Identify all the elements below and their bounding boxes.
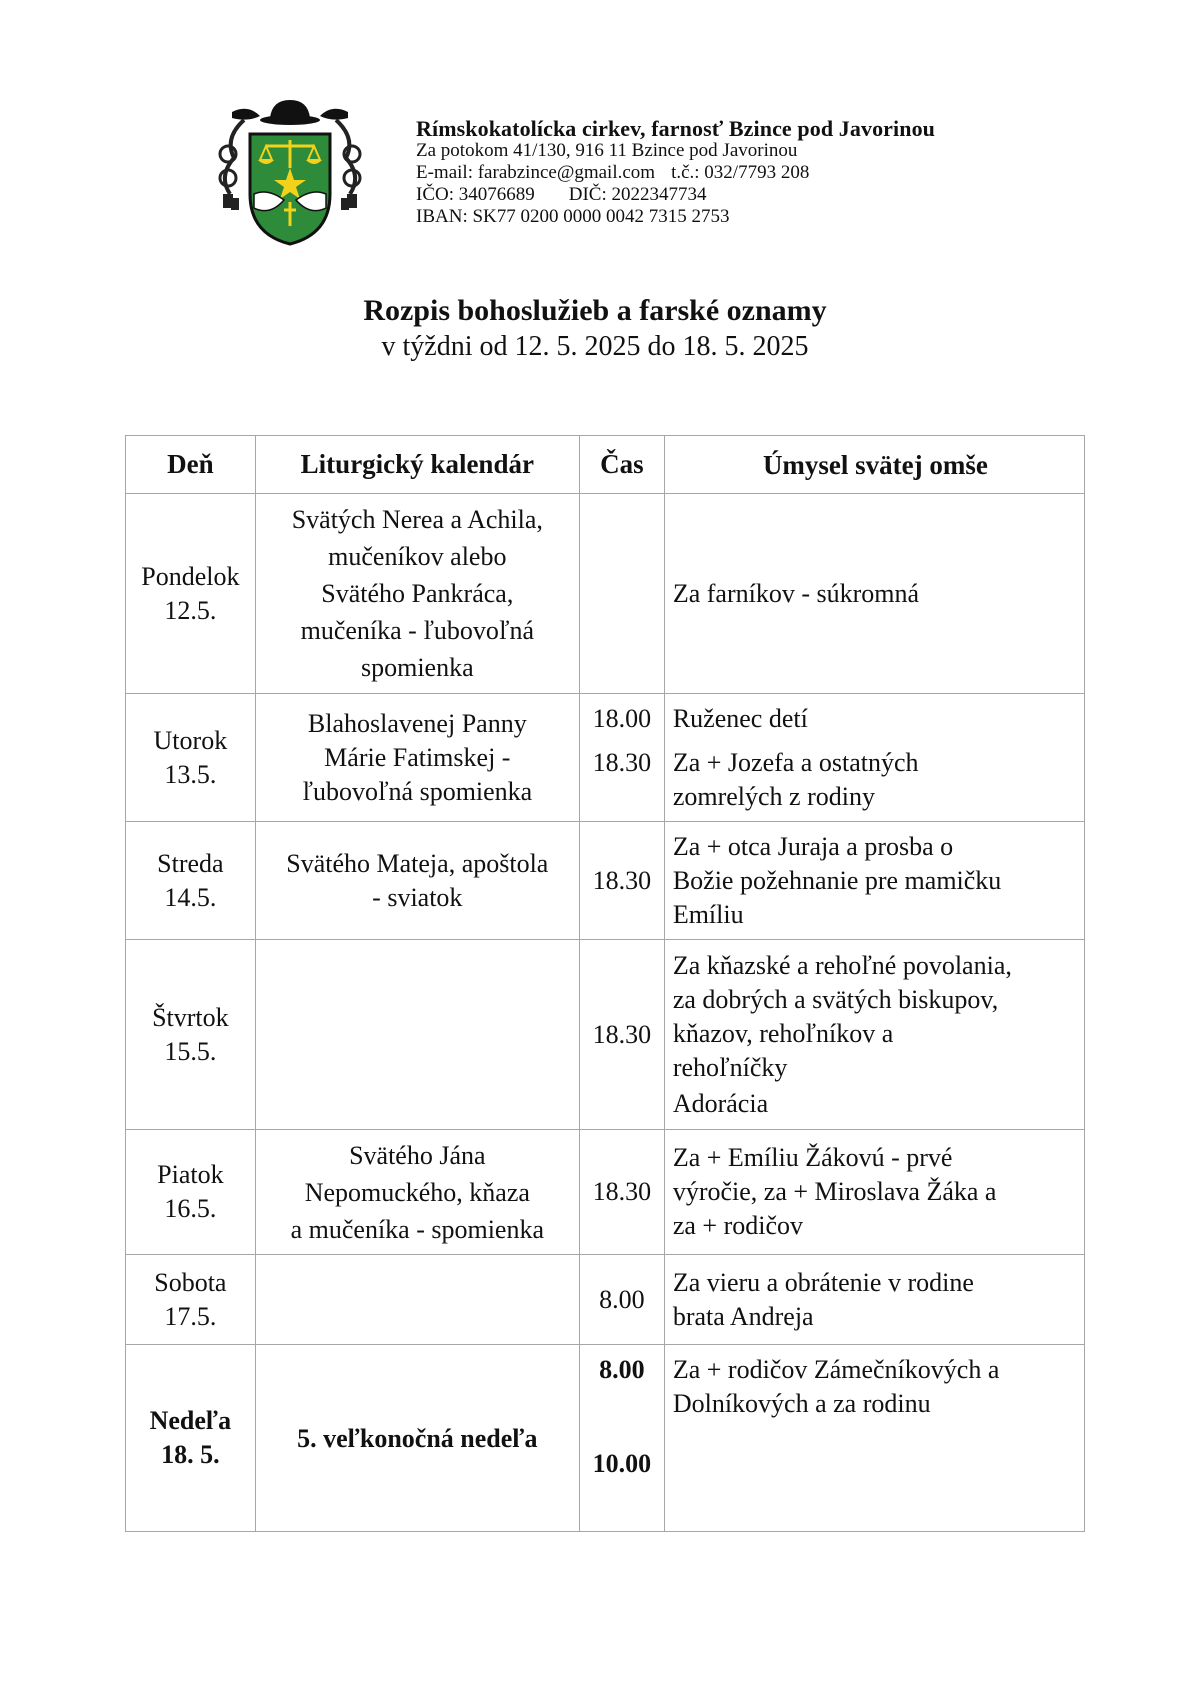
liturgy-cell <box>255 940 579 1130</box>
day-date: 14.5. <box>164 882 217 912</box>
liturgy-line: mučeníka - ľubovoľná <box>300 616 534 645</box>
address-line: Za potokom 41/130, 916 11 Bzince pod Javorinou <box>416 140 798 161</box>
day-cell <box>126 1130 256 1255</box>
main-title: Rozpis bohoslužieb a farské oznamy <box>363 294 827 327</box>
table-row <box>126 822 1085 940</box>
time-cell <box>579 822 664 940</box>
intention-cell <box>664 694 1084 822</box>
day-name: Štvrtok <box>152 1002 229 1032</box>
day-date: 17.5. <box>164 1301 217 1331</box>
mass-time: 18.30 <box>592 865 652 895</box>
day-date: 18. 5. <box>161 1440 220 1469</box>
document-title <box>0 292 1190 364</box>
intention-cell <box>664 1130 1084 1255</box>
mass-time: 18.30 <box>592 1019 652 1049</box>
day-date: 15.5. <box>164 1036 217 1066</box>
liturgy-cell <box>255 1130 579 1255</box>
liturgy-line: - sviatok <box>372 882 463 912</box>
intention-cell <box>664 1255 1084 1345</box>
day-date: 16.5. <box>164 1194 217 1223</box>
time-cell <box>579 1255 664 1345</box>
mass-time: 18.00 <box>592 704 652 733</box>
intention-line: Za vieru a obrátenie v rodine <box>672 1267 974 1297</box>
id-line <box>416 184 935 206</box>
intention-line: Za + otca Juraja a prosba o <box>672 831 954 861</box>
intention-line: Emíliu <box>672 899 744 929</box>
contact-line <box>416 162 935 184</box>
intention-line: Za + Jozefa a ostatných <box>672 748 919 777</box>
mass-time: 8.00 <box>599 1355 645 1384</box>
liturgy-cell <box>255 494 579 694</box>
intention-line: zomrelých z rodiny <box>672 782 875 811</box>
time-cell <box>579 940 664 1130</box>
ico: IČO: 34076689 <box>416 184 535 205</box>
parish-coat-of-arms-icon <box>214 98 366 248</box>
liturgy-line: a mučeníka - spomienka <box>290 1214 545 1244</box>
liturgy-line: ľubovoľná spomienka <box>302 776 533 806</box>
intention-line: Adorácia <box>672 1088 769 1118</box>
liturgy-line: mučeníkov alebo <box>328 542 507 571</box>
liturgy-line: Blahoslavenej Panny <box>307 708 527 738</box>
liturgy-line: Svätého Mateja, apoštola <box>286 848 549 878</box>
intention-line: Za + rodičov Zámečníkových a <box>672 1355 1000 1384</box>
schedule-table <box>125 435 1085 1532</box>
intention-line: Ruženec detí <box>672 704 808 733</box>
liturgy-line: spomienka <box>360 653 474 682</box>
intention-line: za + rodičov <box>672 1211 803 1240</box>
header-time: Čas <box>579 436 664 494</box>
intention-line: výročie, za + Miroslava Žáka a <box>672 1177 997 1206</box>
intention-line: za dobrých a svätých biskupov, <box>672 984 999 1014</box>
day-cell <box>126 1255 256 1345</box>
intention-line: Božie požehnanie pre mamičku <box>672 865 1002 895</box>
day-cell <box>126 494 256 694</box>
time-cell <box>579 1345 664 1532</box>
iban-line: IBAN: SK77 0200 0000 0042 7315 2753 <box>416 206 730 227</box>
day-date: 12.5. <box>164 595 217 625</box>
day-cell <box>126 1345 256 1532</box>
day-cell <box>126 694 256 822</box>
email: E-mail: farabzince@gmail.com <box>416 162 656 183</box>
intention-cell <box>664 822 1084 940</box>
intention-line: Dolníkových a za rodinu <box>672 1389 931 1418</box>
intention-line: Za kňazské a rehoľné povolania, <box>672 950 1012 980</box>
intention-line: kňazov, rehoľníkov a <box>672 1018 894 1048</box>
dic: DIČ: 2022347734 <box>568 184 707 205</box>
table-row <box>126 1345 1085 1532</box>
mass-time: 10.00 <box>592 1449 652 1478</box>
mass-time: 8.00 <box>599 1284 645 1314</box>
day-name: Streda <box>157 848 224 878</box>
day-name: Pondelok <box>141 561 240 591</box>
intention-cell <box>664 494 1084 694</box>
time-cell <box>579 494 664 694</box>
table-row <box>126 1255 1085 1345</box>
time-cell <box>579 694 664 822</box>
table-row <box>126 694 1085 822</box>
liturgy-line: Svätých Nerea a Achila, <box>291 505 543 534</box>
day-date: 13.5. <box>164 759 217 789</box>
liturgy-cell <box>255 822 579 940</box>
intention-line: rehoľníčky <box>672 1052 788 1082</box>
table-row <box>126 494 1085 694</box>
intention-cell <box>664 1345 1084 1532</box>
intention-line: brata Andreja <box>672 1301 814 1331</box>
liturgy-line: Nepomuckého, kňaza <box>304 1177 530 1207</box>
intention-line: Za farníkov - súkromná <box>672 578 920 608</box>
liturgy-line: Márie Fatimskej - <box>324 742 511 772</box>
intention-cell <box>664 940 1084 1130</box>
liturgy-line: Svätého Pankráca, <box>321 579 514 608</box>
table-header-row <box>126 436 1085 494</box>
sub-title: v týždni od 12. 5. 2025 do 18. 5. 2025 <box>381 331 809 362</box>
table-row <box>126 940 1085 1130</box>
header-intention: Úmysel svätej omše <box>664 436 1084 494</box>
mass-time: 18.30 <box>592 1177 652 1206</box>
parish-logo <box>214 98 366 248</box>
liturgy-cell <box>255 1345 579 1532</box>
liturgy-cell <box>255 694 579 822</box>
day-name: Nedeľa <box>149 1406 232 1435</box>
day-name: Piatok <box>157 1160 224 1189</box>
mass-time: 18.30 <box>592 748 652 777</box>
liturgy-line: Svätého Jána <box>349 1140 486 1170</box>
day-name: Sobota <box>154 1267 227 1297</box>
intention-line: Za + Emíliu Žákovú - prvé <box>672 1143 953 1172</box>
parish-header <box>416 118 935 228</box>
liturgy-cell <box>255 1255 579 1345</box>
liturgy-line: 5. veľkonočná nedeľa <box>297 1423 538 1453</box>
day-name: Utorok <box>153 725 228 755</box>
day-cell <box>126 940 256 1130</box>
day-cell <box>126 822 256 940</box>
header-liturgy: Liturgický kalendár <box>255 436 579 494</box>
phone: t.č.: 032/7793 208 <box>671 162 810 183</box>
table-row <box>126 1130 1085 1255</box>
header-day: Deň <box>126 436 256 494</box>
org-name: Rímskokatolícka cirkev, farnosť Bzince pod Javorinou <box>416 116 936 141</box>
time-cell <box>579 1130 664 1255</box>
